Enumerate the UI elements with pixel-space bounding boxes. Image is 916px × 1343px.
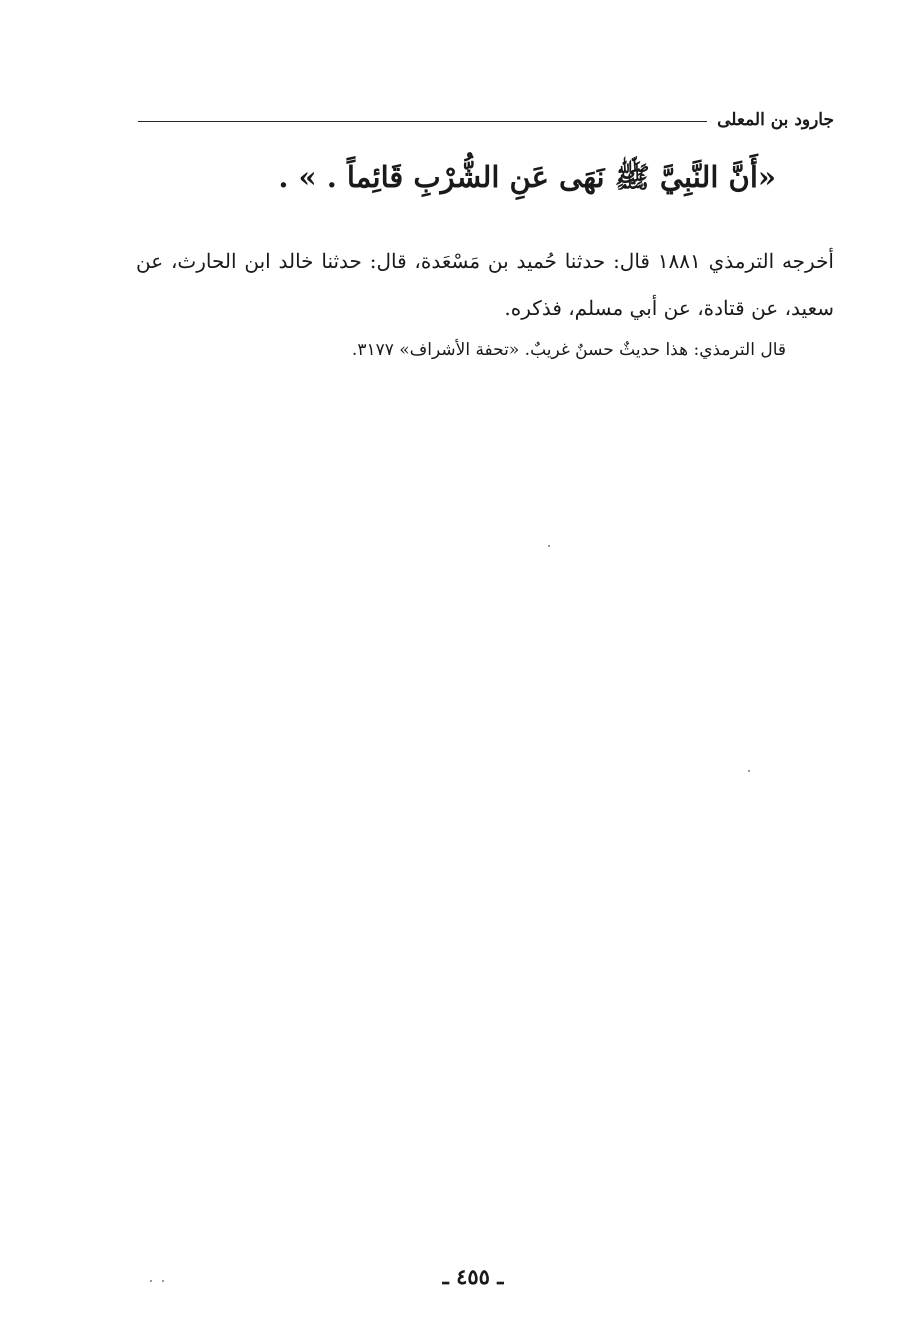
takhrij-text: أخرجه الترمذي ١٨٨١ قال: حدثنا حُميد بن مَسْعَدة، قال: حدثنا خالد ابن الحارث، عن سعيد، عن قتادة، عن أبي مسلم، فذكره.: [136, 249, 834, 320]
takhrij-paragraph: [136, 238, 834, 332]
scan-speck: [150, 1280, 152, 1282]
header-rule: [138, 121, 707, 122]
tirmidhi-note: قال الترمذي: هذا حديثٌ حسنٌ غريبٌ. «تحفة الأشراف» ٣١٧٧.: [351, 340, 786, 360]
scan-speck: [162, 1280, 164, 1282]
hadith-text: «أَنَّ النَّبِيَّ ﷺ نَهَى عَنِ الشُّرْبِ قَائِماً . » .: [278, 160, 776, 194]
page-number: ـ ٤٥٥ ـ: [442, 1264, 504, 1289]
running-header: [138, 100, 834, 130]
scan-speck: [548, 545, 550, 547]
chapter-title: جارود بن المعلى: [717, 110, 834, 130]
scan-speck: [748, 770, 750, 772]
